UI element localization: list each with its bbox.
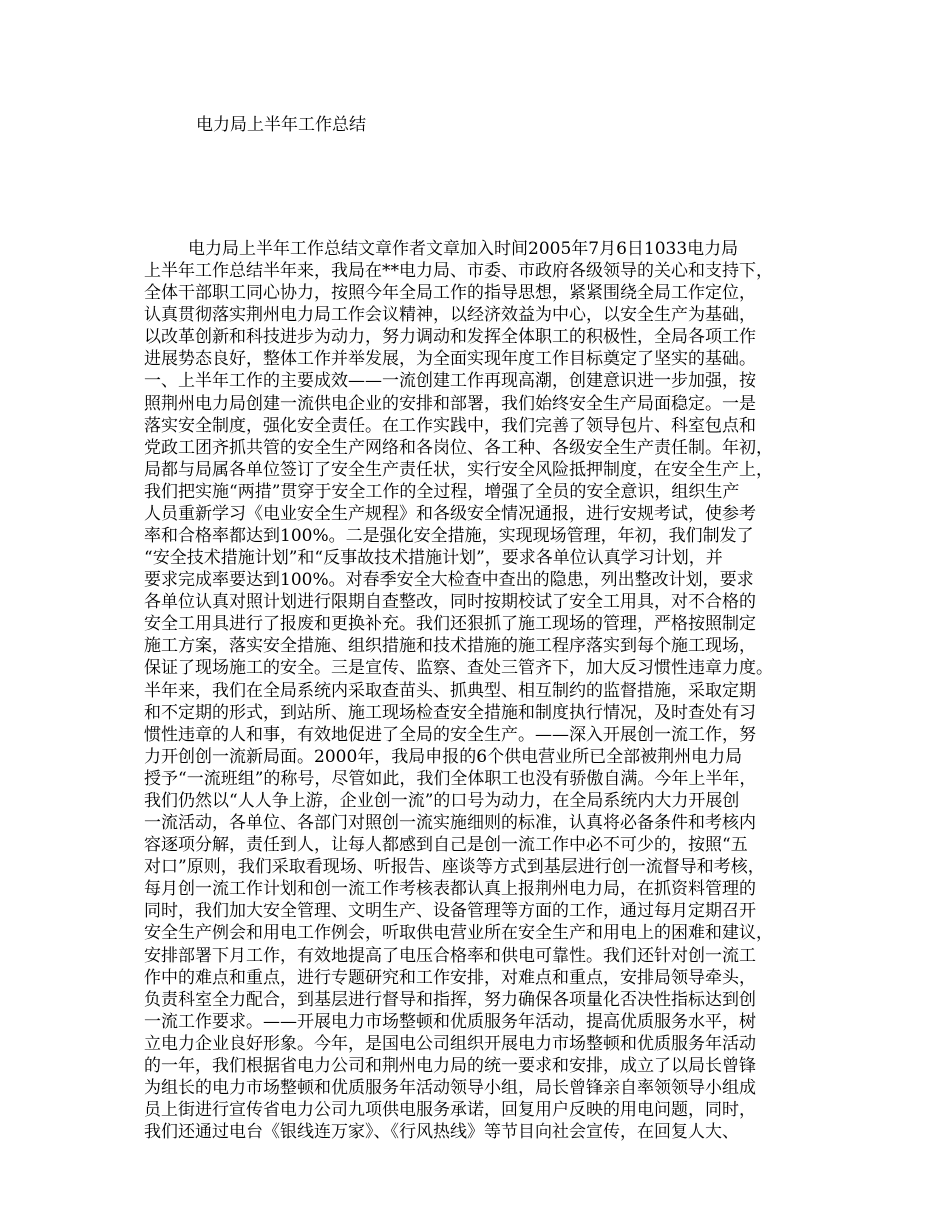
body-line: 安排部署下月工作，有效地提高了电压合格率和供电可靠性。我们还针对创一流工 [144, 945, 756, 966]
body-line: 一流工作要求。——开展电力市场整顿和优质服务年活动，提高优质服务水平，树 [144, 1011, 756, 1032]
body-line: 保证了现场施工的安全。三是宣传、监察、查处三管齐下，加大反习惯性违章力度。 [144, 658, 773, 679]
body-line: 惯性违章的人和事，有效地促进了全局的安全生产。——深入开展创一流工作，努 [144, 724, 756, 745]
body-line: 的一年，我们根据省电力公司和荆州电力局的统一要求和安排，成立了以局长曾锋 [144, 1055, 756, 1076]
body-line: 作中的难点和重点，进行专题研究和工作安排，对难点和重点，安排局领导牵头， [144, 967, 756, 988]
body-line: 我们还通过电台《银线连万家》、《行风热线》等节目向社会宣传，在回复人大、 [144, 1122, 739, 1143]
body-line: 半年来，我们在全局系统内采取查苗头、抓典型、相互制约的监督措施，采取定期 [144, 680, 756, 701]
body-line: 负责科室全力配合，到基层进行督导和指挥，努力确保各项量化否决性指标达到创 [144, 989, 756, 1010]
body-line: 落实安全制度，强化安全责任。在工作实践中，我们完善了领导包片、科室包点和 [144, 415, 756, 436]
body-line: 一、上半年工作的主要成效——一流创建工作再现高潮，创建意识进一步加强，按 [144, 371, 756, 392]
body-line: 员上街进行宣传省电力公司九项供电服务承诺，回复用户反映的用电问题，同时， [144, 1100, 756, 1121]
body-line: 率和合格率都达到100%。二是强化安全措施，实现现场管理，年初，我们制发了 [144, 526, 754, 547]
body-line: 党政工团齐抓共管的安全生产网络和各岗位、各工种、各级安全生产责任制。年初， [144, 437, 773, 458]
body-line: 为组长的电力市场整顿和优质服务年活动领导小组，局长曾锋亲自率领领导小组成 [144, 1077, 756, 1098]
body-line: 安全工用具进行了报废和更换补充。我们还狠抓了施工现场的管理，严格按照制定 [144, 614, 756, 635]
body-line: 各单位认真对照计划进行限期自查整改，同时按期校试了安全工用具，对不合格的 [144, 592, 756, 613]
body-line: 认真贯彻落实荆州电力局工作会议精神，以经济效益为中心，以安全生产为基础， [144, 305, 756, 326]
body-line: 对口”原则，我们采取看现场、听报告、座谈等方式到基层进行创一流督导和考核， [144, 857, 765, 878]
body-line: 每月创一流工作计划和创一流工作考核表都认真上报荆州电力局，在抓资料管理的 [144, 879, 756, 900]
document-title: 电力局上半年工作总结 [196, 115, 366, 135]
body-line: 一流活动，各单位、各部门对照创一流实施细则的标准，认真将必备条件和考核内 [144, 813, 756, 834]
body-line: 人员重新学习《电业安全生产规程》和各级安全情况通报，进行安规考试，使参考 [144, 503, 756, 524]
body-line: “安全技术措施计划”和“反事故技术措施计划”，要求各单位认真学习计划，并 [144, 548, 723, 569]
body-line: 授予“一流班组”的称号，尽管如此，我们全体职工也没有骄傲自满。今年上半年， [144, 768, 757, 789]
body-line: 力开创创一流新局面。2000年，我局申报的6个供电营业所已全部被荆州电力局 [144, 746, 743, 767]
body-line: 要求完成率要达到100%。对春季安全大检查中查出的隐患，列出整改计划，要求 [144, 570, 754, 591]
body-line: 局都与局属各单位签订了安全生产责任状，实行安全风险抵押制度，在安全生产上， [144, 459, 773, 480]
body-line: 电力局上半年工作总结文章作者文章加入时间2005年7月6日1033电力局 [188, 239, 739, 259]
body-line: 同时，我们加大安全管理、文明生产、设备管理等方面的工作，通过每月定期召开 [144, 901, 756, 922]
body-line: 我们仍然以“人人争上游，企业创一流”的口号为动力，在全局系统内大力开展创 [144, 790, 740, 811]
body-line: 照荆州电力局创建一流供电企业的安排和部署，我们始终安全生产局面稳定。一是 [144, 393, 756, 414]
document-body [0, 238, 950, 1143]
body-line: 施工方案，落实安全措施、组织措施和技术措施的施工程序落实到每个施工现场， [144, 636, 756, 657]
body-line: 和不定期的形式，到站所、施工现场检查安全措施和制度执行情况，及时查处有习 [144, 702, 756, 723]
body-line: 容逐项分解，责任到人，让每人都感到自己是创一流工作中必不可少的，按照“五 [144, 835, 748, 856]
body-line: 进展势态良好，整体工作并举发展，为全面实现年度工作目标奠定了坚实的基础。 [144, 349, 756, 370]
body-line: 上半年工作总结半年来，我局在**电力局、市委、市政府各级领导的关心和支持下， [144, 261, 773, 282]
body-line: 全体干部职工同心协力，按照今年全局工作的指导思想，紧紧围绕全局工作定位， [144, 283, 756, 304]
body-line: 我们把实施“两措”贯穿于安全工作的全过程，增强了全员的安全意识，组织生产 [144, 481, 740, 502]
body-line: 以改革创新和科技进步为动力，努力调动和发挥全体职工的积极性，全局各项工作 [144, 327, 756, 348]
body-line: 安全生产例会和用电工作例会，听取供电营业所在安全生产和用电上的困难和建议， [144, 923, 773, 944]
body-line: 立电力企业良好形象。今年，是国电公司组织开展电力市场整顿和优质服务年活动 [144, 1033, 756, 1054]
